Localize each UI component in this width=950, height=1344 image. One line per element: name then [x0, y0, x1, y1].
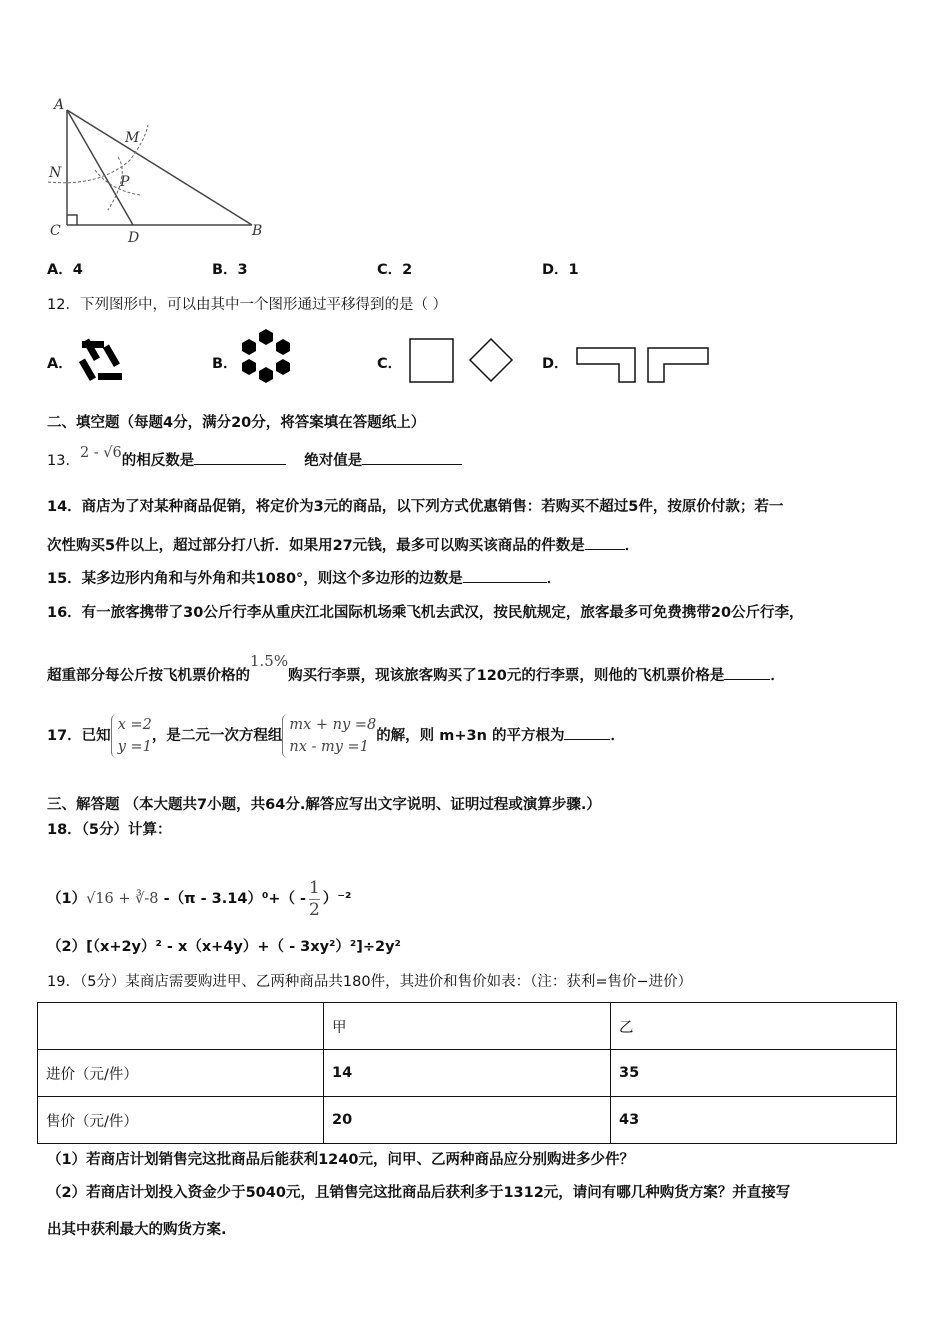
q12-option-b: B． — [212, 356, 238, 372]
q19-stem: 19．（5分）某商店需要购进甲、乙两种商品共180件，其进价和售价如表：（注：获利=售价−进价） — [47, 974, 693, 990]
table-cell — [38, 1003, 324, 1050]
svg-text:D: D — [128, 230, 140, 246]
q18-part1: （1）√16 + ∛-8 $-(\pi - 3.14)^0+( - \frac{1}{2} )^{-2}$ — [47, 878, 352, 920]
table-cell: 14 — [324, 1050, 611, 1097]
q17: 17．已知x =2 y =1，是二元一次方程组mx + ny =8 nx - my =1的解，则 m+3n 的平方根为 ． — [47, 712, 625, 760]
q14-line2: 次性购买5件以上，超过部分打八折．如果用27元钱，最多可以购买该商品的件数是 ． — [47, 535, 639, 556]
q19-part1: （1）若商店计划销售完这批商品后能获利1240元，问甲、乙两种商品应分别购进多少件？ — [47, 1152, 634, 1168]
svg-text:P: P — [120, 174, 130, 190]
q11-option-a: A．4 — [47, 262, 83, 278]
table-header-row — [38, 1003, 897, 1050]
q12-option-d: D． — [542, 356, 569, 372]
q16-line1: 16．有一旅客携带了30公斤行李从重庆江北国际机场乘飞机去武汉，按民航规定，旅客最多可免费携带20公斤行李， — [47, 605, 804, 621]
q15: 15．某多边形内角和与外角和共1080°，则这个多边形的边数是 ． — [47, 568, 561, 589]
table-cell: 售价（元/件） — [38, 1097, 324, 1144]
q14-line1: 14．商店为了对某种商品促销，将定价为3元的商品，以下列方式优惠销售：若购买不超过5件，按原价付款；若一 — [47, 499, 784, 515]
q12-option-a: A． — [47, 356, 73, 372]
table-cell: 43 — [611, 1097, 897, 1144]
rotated-bars-figure — [78, 335, 128, 385]
table-row — [38, 1050, 897, 1097]
q18-stem: 18．（5分）计算： — [47, 822, 172, 838]
square-diamond-figure — [407, 337, 517, 385]
svg-text:C: C — [50, 223, 61, 239]
q12-option-c: C． — [377, 356, 403, 372]
hexagon-ring-figure — [238, 327, 294, 385]
table-cell: 甲 — [324, 1003, 611, 1050]
q11-option-c: C．2 — [377, 262, 413, 278]
q11-option-d: D．1 — [542, 262, 579, 278]
table-cell: 进价（元/件） — [38, 1050, 324, 1097]
q11-option-b: B．3 — [212, 262, 248, 278]
svg-text:B: B — [252, 223, 263, 239]
l-shapes-figure — [575, 346, 715, 386]
table-cell: 20 — [324, 1097, 611, 1144]
table-cell: 35 — [611, 1050, 897, 1097]
q19-part2-line2: 出其中获利最大的购货方案. — [47, 1222, 227, 1238]
section-2-heading: 二、填空题（每题4分，满分20分，将答案填在答题纸上） — [47, 415, 426, 431]
q13: 13．2 - √6的相反数是 绝对值是 — [47, 450, 462, 471]
q18-part2: （2）[（x+2y）² - x（x+4y）+（ - 3xy²）²]÷2y² — [47, 939, 401, 955]
svg-text:M: M — [125, 130, 140, 146]
svg-text:A: A — [54, 97, 65, 113]
section-3-heading: 三、解答题 （本大题共7小题，共64分.解答应写出文字说明、证明过程或演算步骤.） — [47, 797, 601, 813]
svg-text:N: N — [49, 165, 62, 181]
table-cell: 乙 — [611, 1003, 897, 1050]
q19-part2-line1: （2）若商店计划投入资金少于5040元，且销售完这批商品后获利多于1312元，请问有哪几种购货方案？并直接写 — [47, 1185, 791, 1201]
q16-line2: 超重部分每公斤按飞机票价格的1.5%购买行李票，现该旅客购买了120元的行李票，则他的飞机票价格是 ． — [47, 652, 785, 684]
triangle-figure — [40, 95, 280, 250]
price-table — [37, 1002, 897, 1144]
q12-stem: 12．下列图形中，可以由其中一个图形通过平移得到的是（ ） — [47, 297, 448, 313]
table-row — [38, 1097, 897, 1144]
